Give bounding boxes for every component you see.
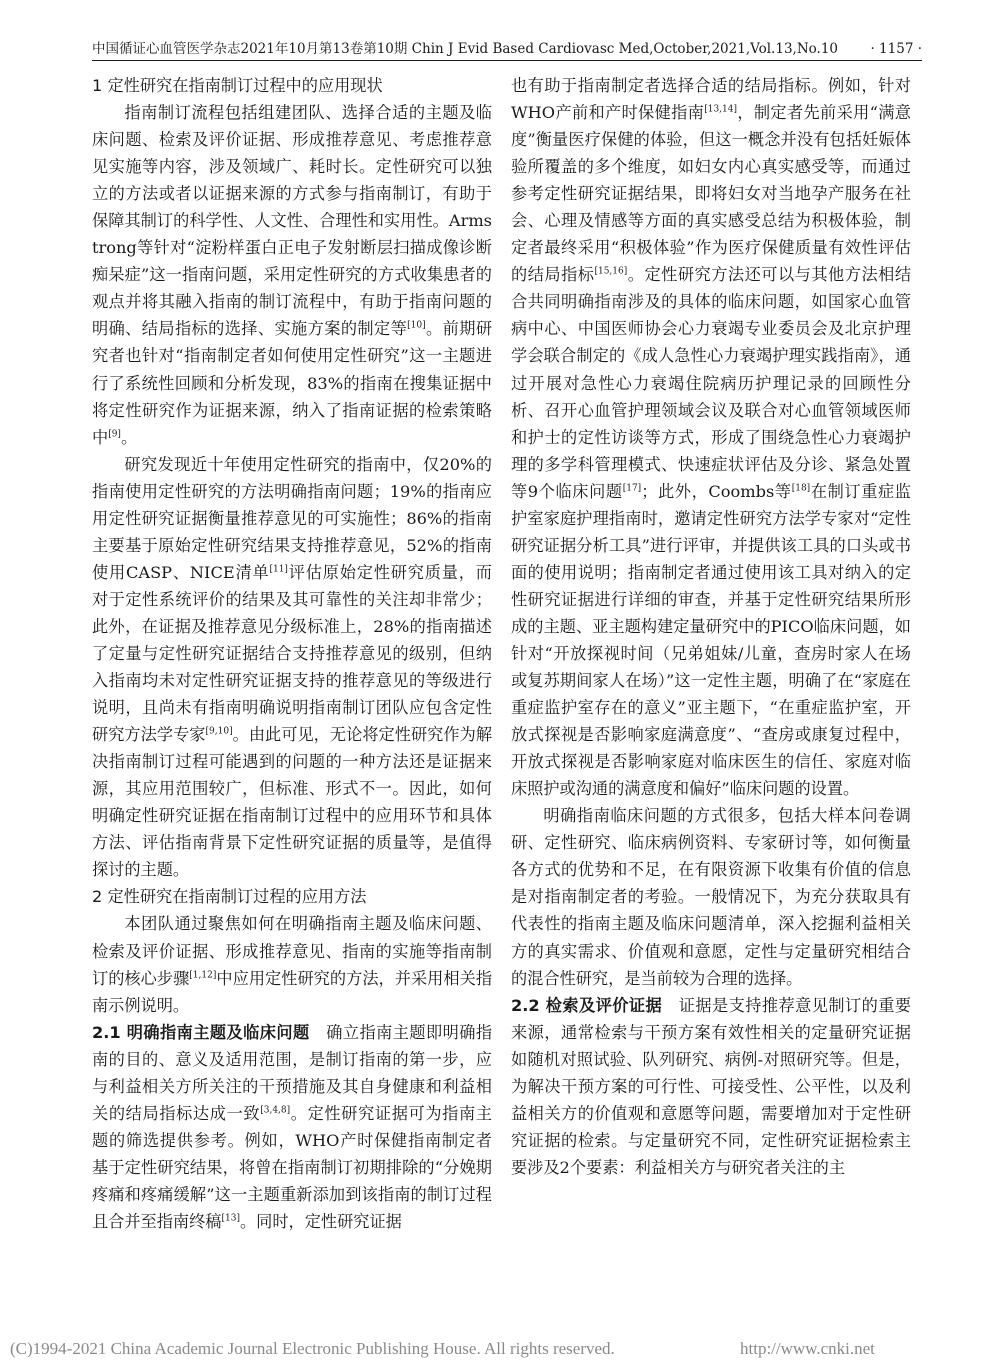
citation-ref: [1,12]: [189, 970, 217, 981]
paragraph: 指南制订流程包括组建团队、选择合适的主题及临床问题、检索及评价证据、形成推荐意见、考虑推荐意见实施等内容，涉及领域广、耗时长。定性研究可以独立的方法或者以证据来源的方式参与指南制订，有助于保障其制订的科学性、人文性、合理性和实用性。Armstrong等针对“淀粉样蛋白正电子发射断层扫描成像诊断痴呆症”这一指南问题，采用定性研究的方式收集患者的观点并将其融入指南的制订流程中，有助于指南问题的明确、结局指标的选择、实施方案的制定等[10]。前期研究者也针对“指南制定者如何使用定性研究”这一主题进行了系统性回顾和分析发现，83%的指南在搜集证据中将定性研究作为证据来源，纳入了指南证据的检索策略中[9]。: [92, 103, 492, 447]
citation-ref: [13]: [221, 1213, 240, 1224]
citation-ref: [11]: [269, 564, 288, 575]
paragraph: 研究发现近十年使用定性研究的指南中，仅20%的指南使用定性研究的方法明确指南问题；19%的指南应用定性研究证据衡量推荐意见的可实施性；86%的指南主要基于原始定性研究结果支持推荐意见，52%的指南使用CASP、NICE清单[11]评估原始定性研究质量，而对于定性系统评价的结果及其可靠性的关注却非常少；此外，在证据及推荐意见分级标准上，28%的指南描述了定量与定性研究证据结合支持推荐意见的级别，但纳入指南均未对定性研究证据支持的推荐意见的等级进行说明，且尚未有指南明确说明指南制订团队应包含定性研究方法学专家[9,10]。由此可见，无论将定性研究作为解决指南制订过程可能遇到的问题的一种方法还是证据来源，其应用范围较广，但标准、形式不一。因此，如何明确定性研究证据在指南制订过程中的应用环节和具体方法、评估指南背景下定性研究证据的质量等，是值得探讨的主题。: [92, 454, 492, 880]
copyright-notice: (C)1994-2021 China Academic Journal Electronic Publishing House. All rights reserved.: [10, 1339, 615, 1358]
section-1-heading: 1 定性研究在指南制订过程中的应用现状: [92, 76, 383, 95]
citation-ref: [15,16]: [594, 266, 628, 277]
paragraph: 2.1 明确指南主题及临床问题 确立指南主题即明确指南的目的、意义及适用范围，是制订指南的第一步，应与利益相关方所关注的干预措施及其自身健康和利益相关的结局指标达成一致[3,4,8]。定性研究证据可为指南主题的筛选提供参考。例如，WHO产时保健指南制定者基于定性研究结果，将曾在指南制订初期排除的“分娩期疼痛和疼痛缓解”这一主题重新添加到该指南的制订过程且合并至指南终稿[13]。同时，定性研究证据: [92, 1022, 492, 1231]
citation-ref: [10]: [407, 321, 426, 332]
footer-url: http://www.cnki.net: [740, 1339, 875, 1358]
paragraph: 2.2 检索及评价证据 证据是支持推荐意见制订的重要来源，通常检索与干预方案有效性相关的定量研究证据如随机对照试验、队列研究、病例-对照研究等。但是，为解决干预方案的可行性、可接受性、公平性，以及利益相关方的价值观和意愿等问题，需要增加对于定性研究证据的检索。与定量研究不同，定性研究证据检索主要涉及2个要素：利益相关方与研究者关注的主: [511, 995, 911, 1177]
citation-ref: [3,4,8]: [260, 1105, 291, 1116]
paragraph: 本团队通过聚焦如何在明确指南主题及临床问题、检索及评价证据、形成推荐意见、指南的实施等指南制订的核心步骤[1,12]中应用定性研究的方法，并采用相关指南示例说明。: [92, 914, 492, 1015]
right-column: [511, 72, 911, 1322]
subsection-2-1-heading: 2.1 明确指南主题及临床问题: [92, 1022, 310, 1042]
citation-ref: [9]: [108, 429, 121, 440]
paragraph: 明确指南临床问题的方式很多，包括大样本问卷调研、定性研究、临床病例资料、专家研讨等，如何衡量各方式的优势和不足，在有限资源下收集有价值的信息是对指南制定者的考验。一般情况下，为充分获取具有代表性的指南主题及临床问题清单，深入挖掘利益相关方的真实需求、价值观和意愿，定性与定量研究相结合的混合性研究，是当前较为合理的选择。: [511, 806, 911, 988]
section-2-heading: 2 定性研究在指南制订过程的应用方法: [92, 887, 367, 907]
citation-ref: [9,10]: [205, 726, 233, 737]
page-number: · 1157 ·: [870, 41, 922, 57]
citation-ref: [17]: [622, 483, 642, 494]
running-header: [92, 38, 922, 61]
citation-ref: [13,14]: [704, 104, 737, 115]
journal-citation: 中国循证心血管医学杂志2021年10月第13卷第10期 Chin J Evid Based Cardiovasc Med,October,2021,Vol.13,No.10: [92, 41, 838, 57]
citation-ref: [18]: [791, 483, 811, 494]
footer: [0, 1335, 1000, 1365]
paragraph: 也有助于指南制定者选择合适的结局指标。例如，针对WHO产前和产时保健指南[13,14]，制定者先前采用“满意度”衡量医疗保健的体验，但这一概念并没有包括妊娠体验所覆盖的多个维度，如妇女内心真实感受等，而通过参考定性研究证据结果，即将妇女对当地孕产服务在社会、心理及情感等方面的真实感受总结为积极体验，制定者最终采用“积极体验”作为医疗保健质量有效性评估的结局指标[15,16]。定性研究方法还可以与其他方法相结合共同明确指南涉及的具体的临床问题，如国家心血管病中心、中国医师协会心力衰竭专业委员会及北京护理学会联合制定的《成人急性心力衰竭护理实践指南》，通过开展对急性心力衰竭住院病历护理记录的回顾性分析、召开心血管护理领域会议及联合对心血管领域医师和护士的定性访谈等方式，形成了围绕急性心力衰竭护理的多学科管理模式、快速症状评估及分诊、紧急处置等9个临床问题[17]；此外，Coombs等[18]在制订重症监护室家庭护理指南时，邀请定性研究方法学专家对“定性研究证据分析工具”进行评审，并提供该工具的口头或书面的使用说明；指南制定者通过使用该工具对纳入的定性研究证据进行详细的审查，并基于定性研究结果所形成的主题、亚主题构建定量研究中的PICO临床问题，如针对“开放探视时间（兄弟姐妹/儿童，查房时家人在场或复苏期间家人在场）”这一定性主题，明确了在“家庭在重症监护室存在的意义”亚主题下，“在重症监护室，开放式探视是否影响家庭满意度”、“查房或康复过程中，开放式探视是否影响家庭对临床医生的信任、家庭对临床照护或沟通的满意度和偏好”临床问题的设置。: [511, 76, 911, 799]
left-column: [92, 72, 492, 1322]
subsection-2-2-heading: 2.2 检索及评价证据: [511, 995, 663, 1015]
